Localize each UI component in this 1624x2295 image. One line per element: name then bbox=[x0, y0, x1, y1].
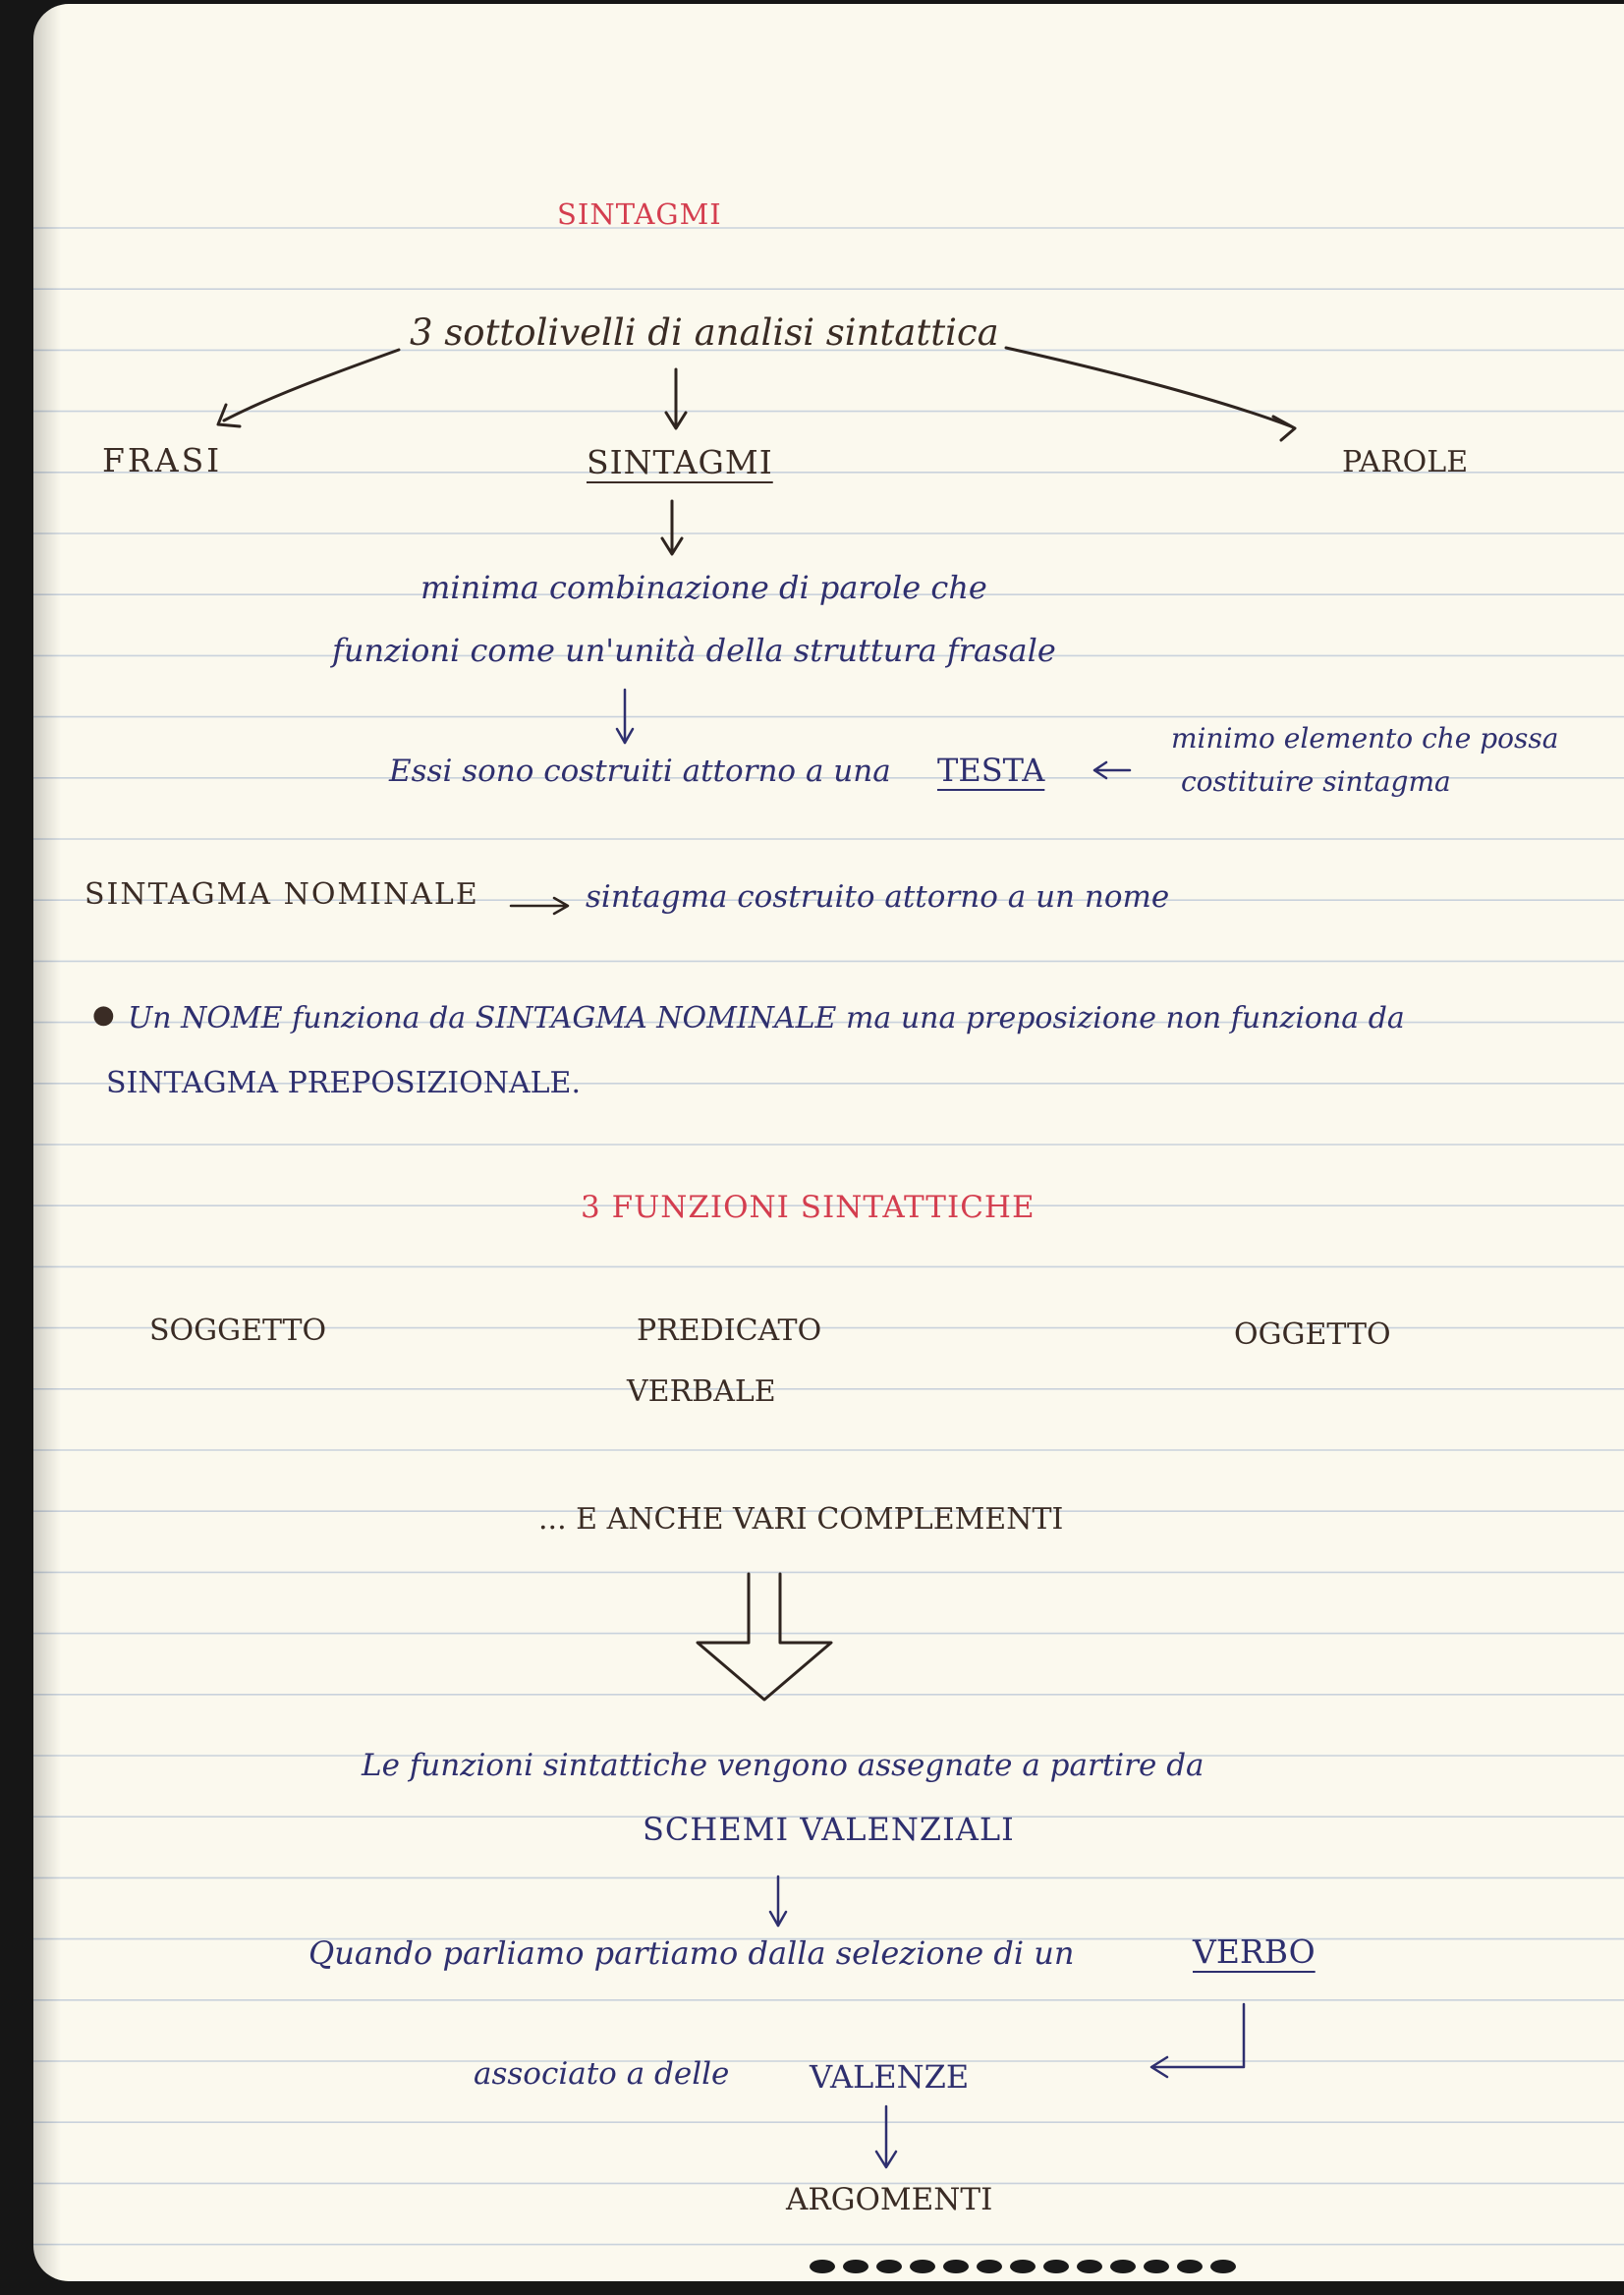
arrow-to-frasi bbox=[224, 350, 399, 420]
bullet-line-1: Un NOME funziona da SINTAGMA NOMINALE ma una preposizione non funziona da bbox=[128, 1001, 1405, 1036]
function-soggetto: SOGGETTO bbox=[149, 1314, 327, 1348]
verb-sentence: Quando parliamo partiamo dalla selezione di un bbox=[308, 1934, 1075, 1972]
head-keyword: TESTA bbox=[937, 752, 1045, 789]
level-frasi: FRASI bbox=[102, 441, 223, 479]
arrow-to-parole bbox=[1006, 348, 1291, 426]
schema-label: SCHEMI VALENZIALI bbox=[643, 1811, 1015, 1848]
schema-sentence: Le funzioni sintattiche vengono assegnate a partire da bbox=[362, 1748, 1204, 1783]
function-verbale: VERBALE bbox=[627, 1374, 776, 1409]
arrow-nominale bbox=[511, 898, 568, 914]
function-predicato: PREDICATO bbox=[637, 1314, 822, 1348]
binding-hole bbox=[810, 2260, 835, 2273]
nominale-label: SINTAGMA NOMINALE bbox=[84, 877, 479, 912]
binding-hole bbox=[1144, 2260, 1169, 2273]
arguments-text: ARGOMENTI bbox=[786, 2182, 993, 2217]
bullet-line-2: SINTAGMA PREPOSIZIONALE. bbox=[106, 1066, 581, 1100]
valence-sentence: associato a delle bbox=[474, 2056, 730, 2092]
binding-hole bbox=[943, 2260, 969, 2273]
complements-text: ... E ANCHE VARI COMPLEMENTI bbox=[538, 1502, 1064, 1537]
nominale-definition: sintagma costruito attorno a un nome bbox=[586, 879, 1170, 915]
arrow-testa-note bbox=[1094, 762, 1130, 778]
functions-title: 3 FUNZIONI SINTATTICHE bbox=[581, 1190, 1036, 1225]
bullet-dot: ● bbox=[92, 1000, 115, 1030]
head-note-line-2: costituire sintagma bbox=[1181, 765, 1451, 798]
level-sintagmi: SINTAGMI bbox=[587, 443, 773, 481]
top-node: 3 sottolivelli di analisi sintattica bbox=[410, 311, 999, 354]
verb-keyword: VERBO bbox=[1193, 1932, 1316, 1971]
big-down-arrow bbox=[698, 1574, 831, 1700]
binding-hole bbox=[1077, 2260, 1102, 2273]
binding-hole bbox=[1043, 2260, 1069, 2273]
diagram-arrows bbox=[33, 4, 1624, 2281]
binding-hole bbox=[1177, 2260, 1203, 2273]
definition-line-1: minima combinazione di parole che bbox=[420, 569, 987, 606]
page-title: SINTAGMI bbox=[557, 197, 722, 231]
head-sentence: Essi sono costruiti attorno a una bbox=[389, 754, 891, 789]
binding-hole bbox=[1210, 2260, 1236, 2273]
binding-hole bbox=[1110, 2260, 1136, 2273]
binding-hole bbox=[1010, 2260, 1036, 2273]
head-note-line-1: minimo elemento che possa bbox=[1171, 722, 1559, 755]
definition-line-2: funzioni come un'unità della struttura frasale bbox=[332, 632, 1056, 669]
function-oggetto: OGGETTO bbox=[1234, 1317, 1391, 1352]
level-parole: PAROLE bbox=[1342, 445, 1469, 479]
notebook-page bbox=[33, 4, 1624, 2281]
binding-hole bbox=[977, 2260, 1002, 2273]
binding-hole bbox=[876, 2260, 902, 2273]
binding-hole bbox=[910, 2260, 935, 2273]
binding-hole bbox=[843, 2260, 868, 2273]
valence-keyword: VALENZE bbox=[810, 2058, 970, 2096]
